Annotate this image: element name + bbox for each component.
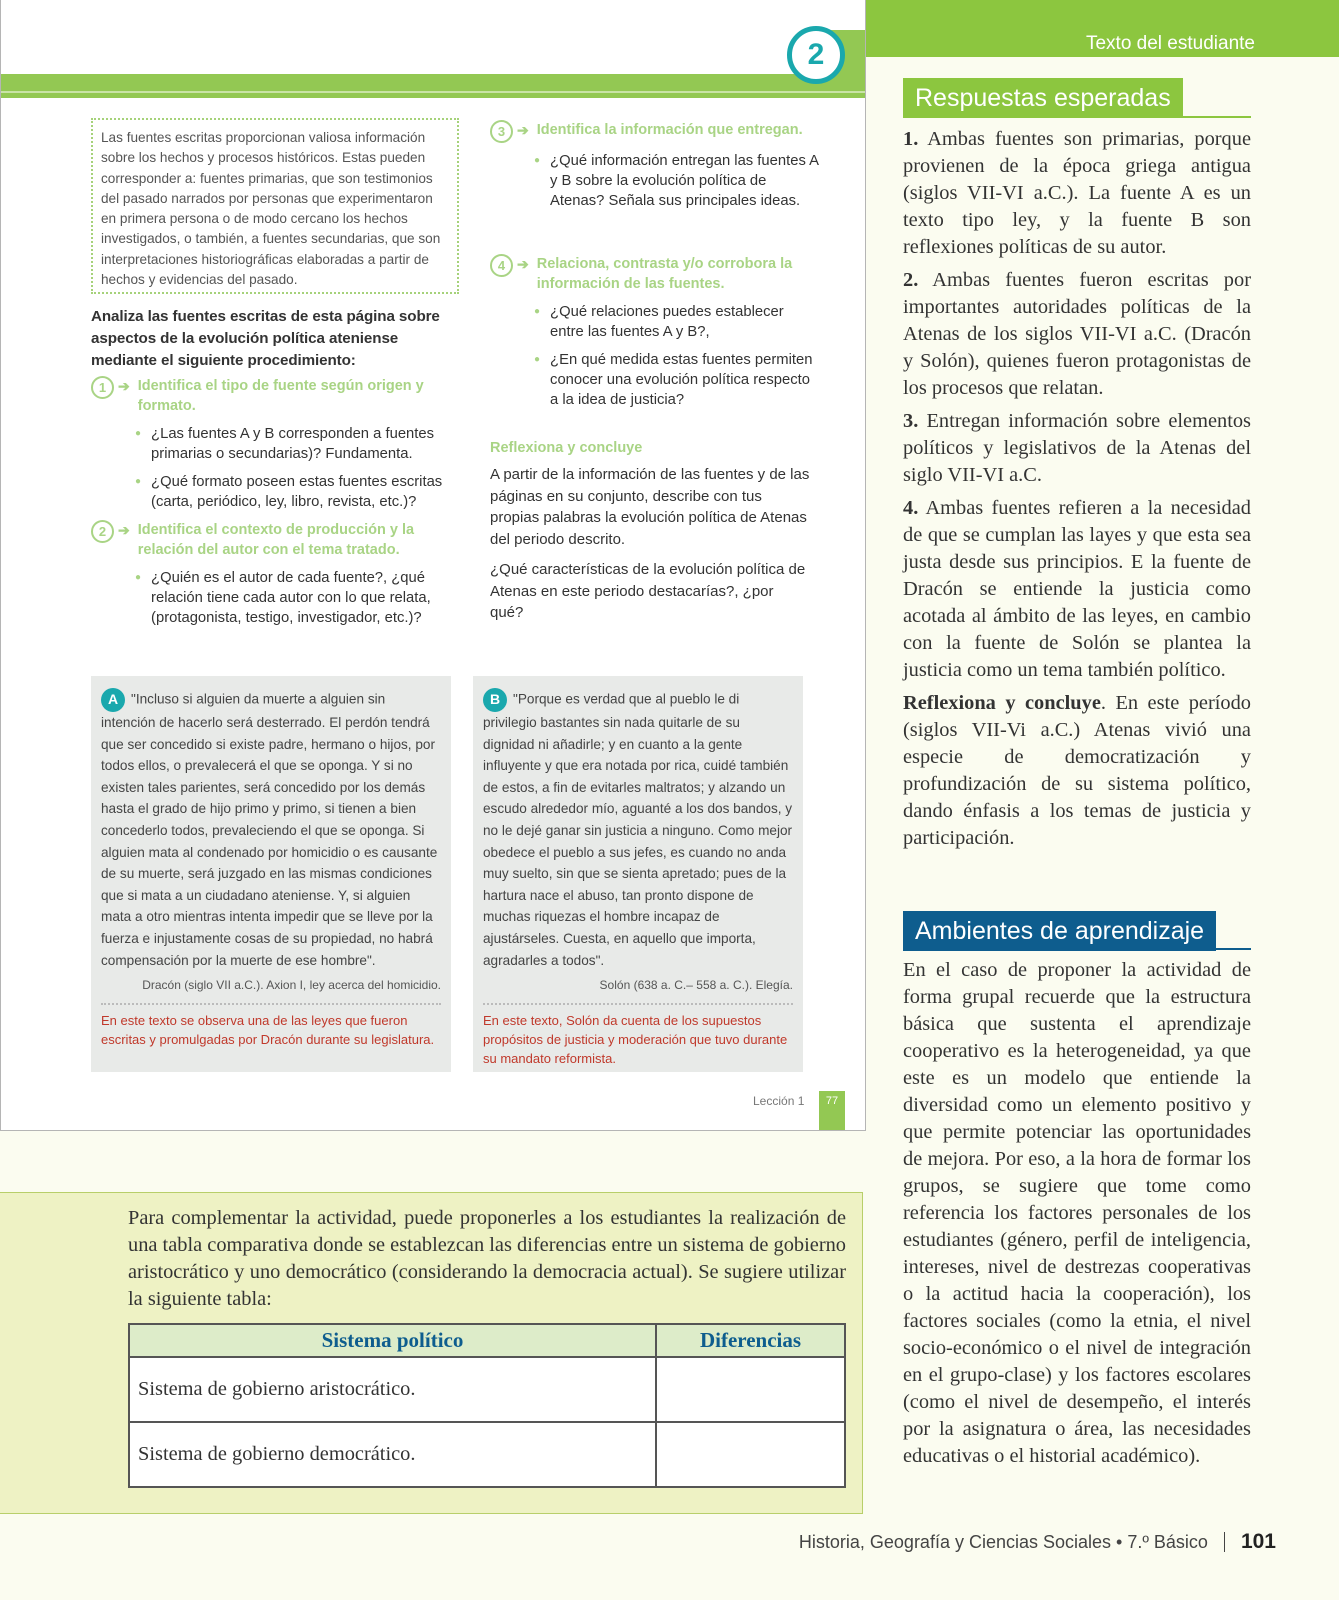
bullet-icon: ● (534, 155, 541, 166)
table-header: Sistema político (129, 1324, 656, 1357)
header-title: Texto del estudiante (1085, 33, 1255, 54)
textbook-stripe (1, 74, 866, 98)
source-a-badge: A (101, 688, 125, 712)
footer-page-number: 101 (1240, 1530, 1276, 1553)
answer-item: 3. Entregan información sobre elementos políticos y legislativos de la Atenas del siglo VII-VI a.C. (903, 410, 1251, 486)
respuestas-heading: Respuestas esperadas (903, 78, 1183, 118)
answer-item: 2. Ambas fuentes fueron escritas por importantes autoridades políticas de la Atenas de los siglos VII-VI a.C. (Dracón y Solón), quienes fueron protagonistas de los procesos que relatan. (903, 269, 1251, 399)
source-a-citation: Dracón (siglo VII a.C.). Axion I, ley acerca del homicidio. (101, 975, 441, 1005)
table-header-row (129, 1324, 845, 1357)
source-b-note: En este texto, Solón da cuenta de los supuestos propósitos de justicia y moderación que tuvo durante su mandato reformista. (483, 1012, 788, 1066)
table-header: Diferencias (656, 1324, 845, 1357)
source-a-text: A "Incluso si alguien da muerte a alguien sin intención de hacerlo será desterrado. El perdón tendrá que ser concedido si existe padre, hermano o hijos, por todos ellos, o prevalecerá el que se oponga. Y si no existen tales parientes, será concedido por los demás hasta el grado de hijo primo y primo, si tienen a bien concederlo todos, prevaleciendo el que se oponga. Si alguien mata al condenado por homicidio o es causante de su muerte, será juzgado en las mismas condiciones que si mata a un ciudadano ateniense. Y, si alguien mata a otro mientras intenta impedir que se lleve por la fuerza e injustamente cosas de su propiedad, no habrá compensación por la muerte de ese hombre". (101, 688, 441, 971)
ambientes-body: En el caso de proponer la actividad de forma grupal recuerde que la estructura básica que sustenta el aprendizaje cooperativo es la heterogeneidad, ya que este es un modelo que entiende la diversidad como un elemento positivo y que permite potenciar las oportunidades de mejora. Por eso, a la hora de formar los grupos, se sugiere que tome como referencia los factores personales de los estudiantes (género, perfil de inteligencia, intereses, nivel de destrezas cooperativas o la actitud hacia la cooperación), los factores sociales (como la etnia, el nivel socio-económico o el nivel de integración en el grupo-clase) y los factores escolares (como el nivel de desempeño, el interés por la asignatura o área, las necesidades educativas o el historial académico). (903, 959, 1251, 1467)
source-a (91, 676, 451, 1072)
step-number: 3 (490, 120, 513, 143)
step-title: Relaciona, contrasta y/o corrobora la información de las fuentes. (536, 256, 793, 292)
lesson-label: Lección 1 (753, 1094, 805, 1108)
arrow-icon: ➔ (517, 256, 529, 272)
step-4 (490, 254, 820, 410)
bullet-icon: ● (135, 428, 142, 439)
textbook-page-number: 77 (819, 1091, 845, 1131)
step-number: 1 (91, 376, 114, 399)
activity-box (0, 1192, 863, 1514)
source-b-text: B "Porque es verdad que al pueblo le di privilegio bastantes sin nada quitarle de su dignidad ni añadirle; y en cuanto a la gente influyente y que era notada por rica, cuidé también de estos, a fin de evitarles maltratos; y alzando un escudo alrededor mío, aguanté a los dos bandos, y no le dejé ganar sin justicia a ninguno. Como mejor obedece el pueblo a sus jefes, es cuando no anda muy suelto, sin que se sienta apretado; pues de la hartura nace el abuso, tan pronto dispone de muchas riquezas el hombre incapaz de ajustárseles. Cuesta, en aquello que importa, agradarles a todos". (483, 688, 793, 971)
step-3 (490, 120, 820, 211)
footer-separator (1224, 1532, 1225, 1552)
source-b (473, 676, 803, 1072)
table-row (129, 1357, 845, 1422)
comparison-table (128, 1323, 846, 1488)
table-cell (656, 1422, 845, 1487)
answer-item: 4. Ambas fuentes refieren a la necesidad de que se cumplan las layes y que esta sea justa desde sus principios. E la fuente de Dracón se entiende la justicia como acotada al ámbito de las leyes, en cambio con la fuente de Solón se plantea la justicia como un tema también político. (903, 497, 1251, 681)
bullet-icon: ● (135, 572, 142, 583)
step-title: Identifica la información que entregan. (536, 122, 803, 138)
step-question: ● ¿Quién es el autor de cada fuente?, ¿qué relación tiene cada autor con lo que relata, (protagonista, testigo, investigador, etc.)? (135, 570, 431, 626)
step-1 (91, 376, 466, 512)
ambientes-heading: Ambientes de aprendizaje (903, 911, 1216, 951)
step-question: ● ¿Las fuentes A y B corresponden a fuentes primarias o secundarias)? Fundamenta. (135, 426, 435, 462)
arrow-icon: ➔ (118, 378, 130, 394)
step-question: ● ¿Qué relaciones puedes establecer entre las fuentes A y B?, (534, 304, 784, 340)
source-a-note: En este texto se observa una de las leyes que fueron escritas y promulgadas por Dracón durante su legislatura. (101, 1012, 435, 1047)
answer-item: Reflexiona y concluye. En este período (siglos VII-Vi a.C.) Atenas vivió una especie de democratización y profundización de su sistema político, dando énfasis a los temas de justicia y participación. (903, 692, 1252, 849)
step-question: ● ¿En qué medida estas fuentes permiten conocer una evolución política respecto a la idea de justicia? (534, 352, 813, 408)
lesson-badge: 2 (787, 26, 845, 84)
step-2 (91, 520, 466, 628)
activity-text: Para complementar la actividad, puede proponerles a los estudiantes la realización de una tabla comparativa donde se establezcan las diferencias entre un sistema de gobierno aristocrático y uno democrático (considerando la democracia actual). Se sugiere utilizar la siguiente tabla: (128, 1207, 846, 1310)
arrow-icon: ➔ (517, 122, 529, 138)
respuestas-body (903, 126, 1251, 858)
bullet-icon: ● (135, 476, 142, 487)
respuestas-rule (903, 116, 1251, 118)
analysis-prompt: Analiza las fuentes escritas de esta página sobre aspectos de la evolución política ateniense mediante el siguiente procedimiento: (91, 308, 440, 369)
step-title: Identifica el contexto de producción y la relación del autor con el tema tratado. (137, 522, 415, 558)
answer-item: 1. Ambas fuentes son primarias, porque provienen de la época griega antigua (siglos VII-VI a.C.). La fuente A es un texto tipo ley, y la fuente B son reflexiones políticas de su autor. (903, 128, 1251, 258)
textbook-page (0, 0, 866, 1131)
ambientes-rule (903, 948, 1251, 950)
step-number: 2 (91, 520, 114, 543)
footer-subject: Historia, Geografía y Ciencias Sociales • 7.º Básico (798, 1531, 1208, 1552)
arrow-icon: ➔ (118, 522, 130, 538)
step-question: ● ¿Qué formato poseen estas fuentes escritas (carta, periódico, ley, libro, revista, etc.)? (135, 474, 443, 510)
step-title: Identifica el tipo de fuente según origen y formato. (137, 378, 424, 414)
step-question: ● ¿Qué información entregan las fuentes A y B sobre la evolución política de Atenas? Señala sus principales ideas. (534, 153, 819, 209)
intro-box: Las fuentes escritas proporcionan valiosa información sobre los hechos y procesos históricos. Estas pueden corresponder a: fuentes primarias, que son testimonios del pasado narrados por personas que experimentaron en primera persona o de modo cercano los hechos investigados, o también, a fuentes secundarias, que son interpretaciones historiográficas elaboradas a partir de hechos y evidencias del pasado. (91, 118, 459, 294)
reflexiona-question: ¿Qué características de la evolución política de Atenas en este periodo destacarías?, ¿por qué? (490, 561, 806, 621)
step-number: 4 (490, 254, 513, 277)
reflexiona-heading: Reflexiona y concluye (490, 440, 643, 456)
bullet-icon: ● (534, 354, 541, 365)
bullet-icon: ● (534, 306, 541, 317)
table-cell (656, 1357, 845, 1422)
table-row (129, 1422, 845, 1487)
reflexiona-paragraph: A partir de la información de las fuentes y de las páginas en su conjunto, describe con tus propias palabras la evolución política de Atenas del periodo descrito. (490, 466, 810, 548)
table-cell: Sistema de gobierno democrático. (129, 1422, 656, 1487)
table-cell: Sistema de gobierno aristocrático. (129, 1357, 656, 1422)
footer (799, 1530, 1276, 1554)
source-b-badge: B (483, 688, 507, 712)
source-b-citation: Solón (638 a. C.– 558 a. C.). Elegía. (483, 975, 793, 1005)
